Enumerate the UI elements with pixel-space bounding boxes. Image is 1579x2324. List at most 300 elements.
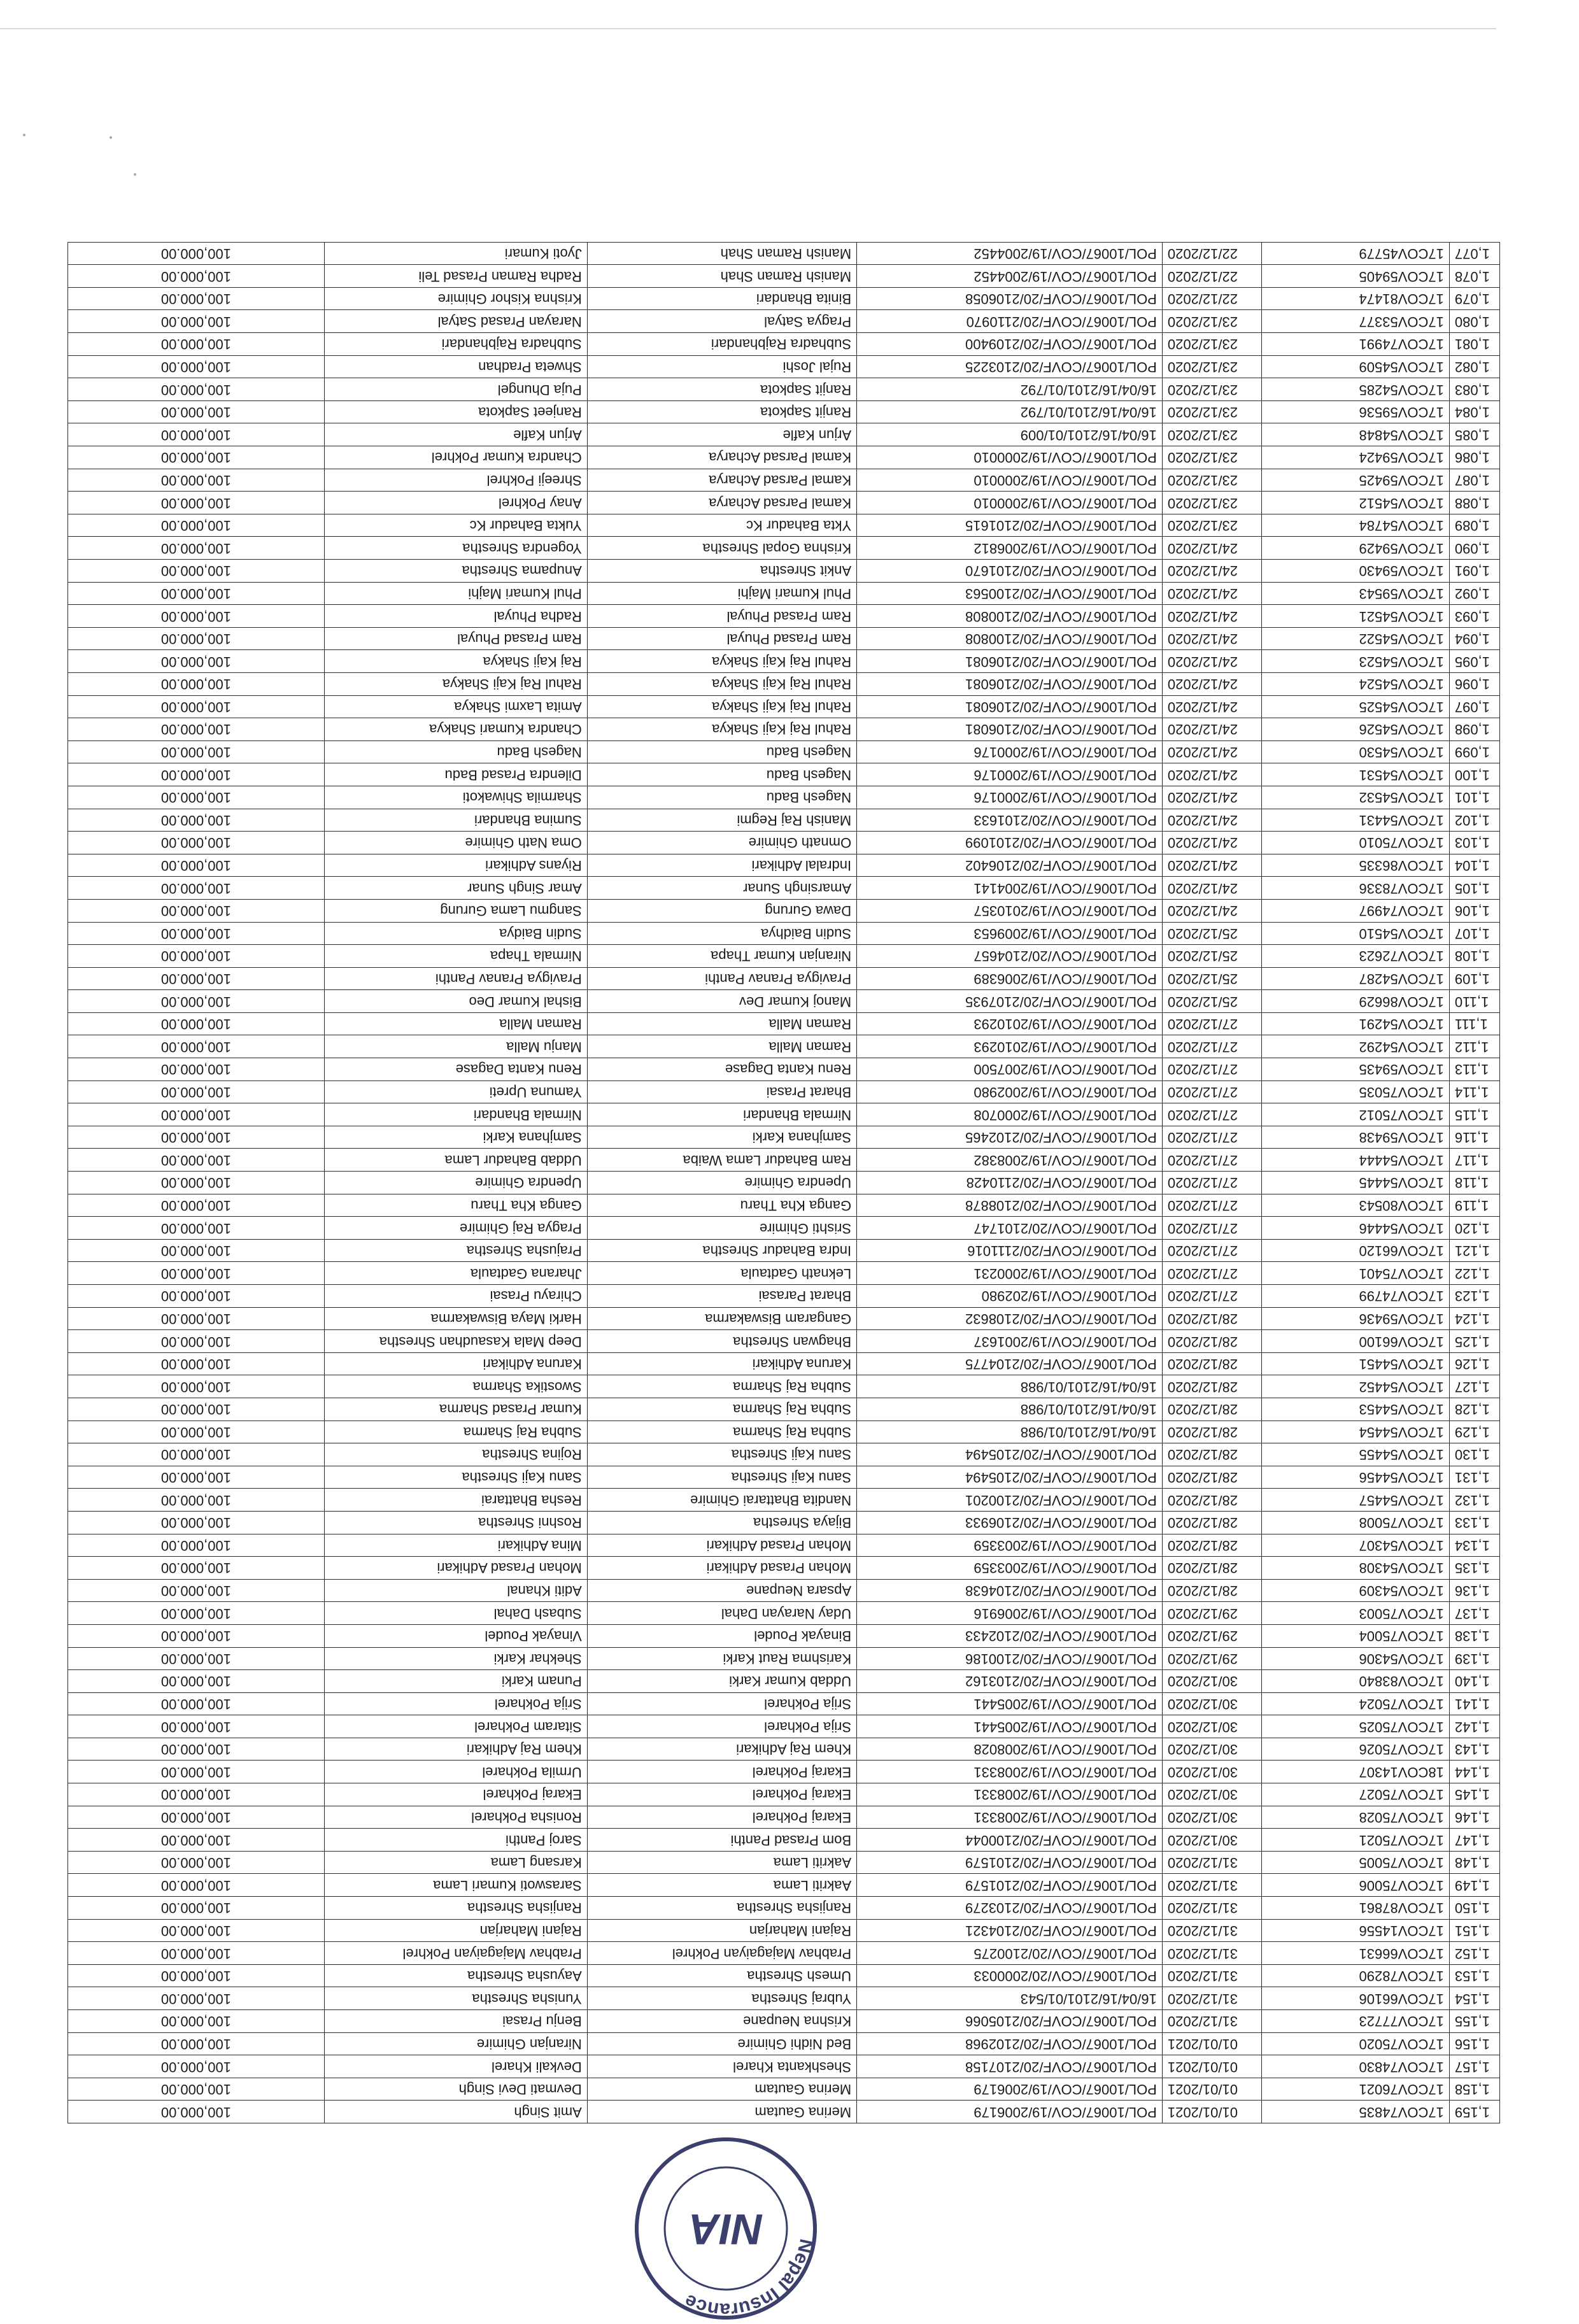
serial-number-cell: 1,110 [1449,990,1499,1013]
policy-number-cell: POL/10067/COV/19/2006812 [857,537,1163,560]
policy-number-cell: POL/10067/COVF/20/2101670 [857,560,1163,583]
scan-speck [23,134,25,136]
table-row [68,718,1500,741]
claim-amount-cell: 100,000.00 [68,673,325,696]
beneficiary-name-cell: Rajani Maharjan [324,1919,587,1942]
policy-number-cell: POL/10067/COVF/20/2104321 [857,1919,1163,1942]
table-row [68,1942,1500,1965]
insured-name-cell: Kamal Parsad Acharya [587,492,856,514]
insured-name-cell: Krishna Gopal Shrestha [587,537,856,560]
claim-date-cell: 24/12/2020 [1162,854,1261,877]
claim-code-cell: 17COV45779 [1262,242,1450,265]
beneficiary-name-cell: Rojina Shrestha [324,1443,587,1466]
serial-number-cell: 1,099 [1449,740,1499,763]
policy-number-cell: 16/04/16/2101/01/988 [857,1398,1163,1421]
table-row [68,469,1500,492]
claim-amount-cell: 100,000.00 [68,922,325,945]
serial-number-cell: 1,100 [1449,763,1499,786]
beneficiary-name-cell: Saraswoti Kumari Lama [324,1874,587,1897]
claim-date-cell: 25/12/2020 [1162,922,1261,945]
serial-number-cell: 1,127 [1449,1375,1499,1398]
policy-number-cell: POL/10067/COVF/20/2100563 [857,582,1163,605]
beneficiary-name-cell: Subash Dahal [324,1602,587,1625]
claim-amount-cell: 100,000.00 [68,832,325,854]
claim-date-cell: 24/12/2020 [1162,877,1261,900]
claim-date-cell: 28/12/2020 [1162,1375,1261,1398]
beneficiary-name-cell: Devkali Kharel [324,2055,587,2078]
beneficiary-name-cell: Ranjisha Shrestha [324,1897,587,1920]
claim-code-cell: 17COV54454 [1262,1421,1450,1443]
policy-number-cell: POL/10067/COV/19/2000176 [857,740,1163,763]
insured-name-cell: Sudin Baidhya [587,922,856,945]
claim-date-cell: 27/12/2020 [1162,1239,1261,1262]
claim-code-cell: 17COV54521 [1262,605,1450,628]
insured-name-cell: Subha Raj Sharma [587,1375,856,1398]
table-row [68,1126,1500,1149]
table-row [68,1307,1500,1330]
claim-date-cell: 01/01/2021 [1162,2032,1261,2055]
claim-amount-cell: 100,000.00 [68,1647,325,1670]
policy-number-cell: POL/10067/COV/19/2005441 [857,1715,1163,1738]
table-row [68,627,1500,650]
insured-name-cell: Subha Raj Sharma [587,1398,856,1421]
claim-date-cell: 31/12/2020 [1162,1942,1261,1965]
claim-date-cell: 25/12/2020 [1162,990,1261,1013]
claim-date-cell: 29/12/2020 [1162,1602,1261,1625]
scan-speck [110,136,112,139]
insured-name-cell: Srija Pokharel [587,1692,856,1715]
claim-code-cell: 17COV54522 [1262,627,1450,650]
claim-code-cell: 17COV66106 [1262,1987,1450,2010]
claim-amount-cell: 100,000.00 [68,899,325,922]
claim-code-cell: 17COV78336 [1262,877,1450,900]
claim-code-cell: 17COV75005 [1262,1851,1450,1874]
policy-number-cell: POL/10067/COV/20/2104657 [857,945,1163,968]
stamp-logo-initials: NIA [688,2205,763,2253]
claim-code-cell: 17COV54509 [1262,355,1450,378]
policy-number-cell: POL/10067/COV/19/2000010 [857,469,1163,492]
insured-name-cell: Renu Kanta Dagase [587,1058,856,1081]
table-row [68,1964,1500,1987]
policy-number-cell: POL/10067/COVF/20/2100808 [857,627,1163,650]
claim-code-cell: 17COV54292 [1262,1035,1450,1058]
claim-amount-cell: 100,000.00 [68,627,325,650]
table-row [68,1194,1500,1217]
claim-code-cell: 17COV54306 [1262,1647,1450,1670]
claim-amount-cell: 100,000.00 [68,605,325,628]
serial-number-cell: 1,109 [1449,967,1499,990]
claim-code-cell: 17COV75028 [1262,1806,1450,1829]
claim-date-cell: 23/12/2020 [1162,514,1261,537]
claim-amount-cell: 100,000.00 [68,990,325,1013]
claim-date-cell: 27/12/2020 [1162,1058,1261,1081]
claim-date-cell: 01/01/2021 [1162,2078,1261,2101]
serial-number-cell: 1,138 [1449,1624,1499,1647]
policy-number-cell: POL/10067/COVF/20/2109400 [857,333,1163,356]
claim-code-cell: 17COV66100 [1262,1330,1450,1353]
beneficiary-name-cell: Yukta Bahadur Kc [324,514,587,537]
policy-number-cell: POL/10067/COV/19/2005441 [857,1692,1163,1715]
claim-date-cell: 28/12/2020 [1162,1352,1261,1375]
policy-number-cell: POL/10067/COVF/20/2102433 [857,1624,1163,1647]
claim-amount-cell: 100,000.00 [68,1557,325,1580]
claim-amount-cell: 100,000.00 [68,1172,325,1194]
policy-number-cell: POL/10067/COV/19/2009653 [857,922,1163,945]
insured-name-cell: Rahul Raj Kaji Shakya [587,718,856,741]
beneficiary-name-cell: Upendra Ghimire [324,1172,587,1194]
table-row [68,2010,1500,2033]
policy-number-cell: 16/04/16/2101/01/988 [857,1375,1163,1398]
claim-amount-cell: 100,000.00 [68,1783,325,1806]
table-row [68,1715,1500,1738]
claim-code-cell: 17COV54456 [1262,1466,1450,1489]
serial-number-cell: 1,107 [1449,922,1499,945]
serial-number-cell: 1,137 [1449,1602,1499,1625]
policy-number-cell: POL/10067/COV/19/2007500 [857,1058,1163,1081]
table-row [68,1897,1500,1920]
serial-number-cell: 1,094 [1449,627,1499,650]
insured-name-cell: Sanu Kaji Shrestha [587,1466,856,1489]
policy-number-cell: POL/10067/COVF/20/2106081 [857,718,1163,741]
policy-number-cell: POL/10067/COVF/20/2102465 [857,1126,1163,1149]
insured-name-cell: Ekaraj Pokharel [587,1806,856,1829]
insured-name-cell: Manish Raman Shah [587,265,856,288]
serial-number-cell: 1,147 [1449,1829,1499,1852]
claim-date-cell: 27/12/2020 [1162,1262,1261,1285]
claim-code-cell: 17COV53377 [1262,310,1450,333]
beneficiary-name-cell: Resha Bhattarai [324,1489,587,1512]
serial-number-cell: 1,118 [1449,1172,1499,1194]
claim-code-cell: 17COV54452 [1262,1375,1450,1398]
serial-number-cell: 1,093 [1449,605,1499,628]
insured-name-cell: Karishma Raut Karki [587,1647,856,1670]
beneficiary-name-cell: Pravigya Pranav Panthi [324,967,587,990]
policy-number-cell: POL/10067/COV/19/2002980 [857,1081,1163,1103]
claim-code-cell: 17COV54457 [1262,1489,1450,1512]
claim-code-cell: 17COV54512 [1262,492,1450,514]
claim-code-cell: 17COV54287 [1262,967,1450,990]
claim-code-cell: 17COV74835 [1262,2101,1450,2123]
insured-name-cell: Khem Raj Adhikari [587,1738,856,1761]
insured-name-cell: Ankit Shrestha [587,560,856,583]
claim-date-cell: 24/12/2020 [1162,740,1261,763]
claim-amount-cell: 100,000.00 [68,287,325,310]
table-row [68,333,1500,356]
claim-date-cell: 30/12/2020 [1162,1715,1261,1738]
insured-name-cell: Bharat Parasai [587,1285,856,1308]
claim-code-cell: 17COV74997 [1262,899,1450,922]
table-row [68,1829,1500,1852]
policy-number-cell: POL/10067/COV/19/202980 [857,1285,1163,1308]
insured-name-cell: Pragya Satyal [587,310,856,333]
policy-number-cell: POL/10067/COV/19/2008331 [857,1806,1163,1829]
table-row [68,1262,1500,1285]
claim-date-cell: 24/12/2020 [1162,695,1261,718]
claim-amount-cell: 100,000.00 [68,1987,325,2010]
claim-code-cell: 17COV75035 [1262,1081,1450,1103]
policy-number-cell: POL/10067/COVF/20/2103162 [857,1670,1163,1693]
serial-number-cell: 1,085 [1449,423,1499,446]
claim-amount-cell: 100,000.00 [68,1534,325,1557]
policy-number-cell: POL/10067/COV/20/2000033 [857,1964,1163,1987]
claim-amount-cell: 100,000.00 [68,333,325,356]
policy-number-cell: 16/04/16/2101/01/792 [857,400,1163,423]
claim-code-cell: 17COV59424 [1262,446,1450,469]
insured-name-cell: Dawa Gurung [587,899,856,922]
claim-code-cell: 17COV87861 [1262,1897,1450,1920]
claim-date-cell: 27/12/2020 [1162,1012,1261,1035]
policy-number-cell: POL/10067/COV/19/2004141 [857,877,1163,900]
insured-name-cell: Mohan Prasad Adhikari [587,1534,856,1557]
policy-number-cell: POL/10067/COV/19/2003359 [857,1534,1163,1557]
beneficiary-name-cell: Jyoti Kumari [324,242,587,265]
insured-name-cell: Merina Gautam [587,2078,856,2101]
beneficiary-name-cell: Aayusha Shrestha [324,1964,587,1987]
claim-amount-cell: 100,000.00 [68,2055,325,2078]
claim-code-cell: 17COV54523 [1262,650,1450,673]
table-row [68,832,1500,854]
claim-amount-cell: 100,000.00 [68,1897,325,1920]
policy-number-cell: POL/10067/COVF/20/2100201 [857,1489,1163,1512]
claim-amount-cell: 100,000.00 [68,786,325,809]
serial-number-cell: 1,088 [1449,492,1499,514]
insured-name-cell: Binita Bhandari [587,287,856,310]
claim-amount-cell: 100,000.00 [68,740,325,763]
table-row [68,1624,1500,1647]
table-row [68,763,1500,786]
beneficiary-name-cell: Swostika Sharma [324,1375,587,1398]
serial-number-cell: 1,112 [1449,1035,1499,1058]
serial-number-cell: 1,123 [1449,1285,1499,1308]
claim-code-cell: 17COV83840 [1262,1670,1450,1693]
scan-speck [134,173,136,176]
claims-table-rotated [67,194,1500,2123]
claim-code-cell: 17COV75024 [1262,1692,1450,1715]
beneficiary-name-cell: Harki Maya Biswakarma [324,1307,587,1330]
serial-number-cell: 1,129 [1449,1421,1499,1443]
serial-number-cell: 1,146 [1449,1806,1499,1829]
policy-number-cell: POL/10067/COVF/20/2101579 [857,1874,1163,1897]
claim-date-cell: 24/12/2020 [1162,560,1261,583]
table-row [68,1035,1500,1058]
table-row [68,990,1500,1013]
claim-amount-cell: 100,000.00 [68,809,325,832]
serial-number-cell: 1,119 [1449,1194,1499,1217]
claim-amount-cell: 100,000.00 [68,1466,325,1489]
beneficiary-name-cell: Prabhav Majagaiyan Pokhrel [324,1942,587,1965]
claims-table-body [68,242,1500,2123]
insured-name-cell: Nagesh Badu [587,740,856,763]
claim-code-cell: 17COV74830 [1262,2055,1450,2078]
claim-date-cell: 24/12/2020 [1162,899,1261,922]
claim-amount-cell: 100,000.00 [68,1012,325,1035]
table-row [68,1511,1500,1534]
claim-amount-cell: 100,000.00 [68,537,325,560]
claim-amount-cell: 100,000.00 [68,1942,325,1965]
claim-amount-cell: 100,000.00 [68,1443,325,1466]
beneficiary-name-cell: Sangmu Lama Gurung [324,899,587,922]
beneficiary-name-cell: Riyans Adhikari [324,854,587,877]
scan-edge-line [0,28,1496,29]
policy-number-cell: POL/10067/COV/19/2008382 [857,1149,1163,1172]
claim-amount-cell: 100,000.00 [68,1081,325,1103]
policy-number-cell: 16/04/16/2101/01/792 [857,378,1163,401]
insured-name-cell: Sheshkanta Kharel [587,2055,856,2078]
claim-code-cell: 17COV72623 [1262,945,1450,968]
policy-number-cell: POL/10067/COVF/20/2106058 [857,287,1163,310]
policy-number-cell: POL/10067/COV/19/2006179 [857,2101,1163,2123]
beneficiary-name-cell: Pragya Raj Ghimire [324,1217,587,1240]
policy-number-cell: POL/10067/COVF/20/2106081 [857,673,1163,696]
serial-number-cell: 1,144 [1449,1761,1499,1783]
table-row [68,1081,1500,1103]
table-row [68,1352,1500,1375]
insured-name-cell: Bhagwan Shrestha [587,1330,856,1353]
serial-number-cell: 1,087 [1449,469,1499,492]
claim-date-cell: 22/12/2020 [1162,287,1261,310]
policy-number-cell: 16/04/16/2101/01/543 [857,1987,1163,2010]
beneficiary-name-cell: Krishna Kishor Ghimire [324,287,587,310]
beneficiary-name-cell: Nirmala Thapa [324,945,587,968]
claim-amount-cell: 100,000.00 [68,1919,325,1942]
table-row [68,1557,1500,1580]
claim-code-cell: 17COV74991 [1262,333,1450,356]
beneficiary-name-cell: Puja Dhungel [324,378,587,401]
beneficiary-name-cell: Sitaram Pokharel [324,1715,587,1738]
claim-code-cell: 17COV14556 [1262,1919,1450,1942]
claim-code-cell: 17COV75008 [1262,1511,1450,1534]
claim-date-cell: 23/12/2020 [1162,446,1261,469]
claim-date-cell: 22/12/2020 [1162,242,1261,265]
table-row [68,1285,1500,1308]
table-row [68,967,1500,990]
serial-number-cell: 1,153 [1449,1964,1499,1987]
policy-number-cell: POL/10067/COVF/20/2100044 [857,1829,1163,1852]
policy-number-cell: POL/10067/COV/19/2004452 [857,242,1163,265]
beneficiary-name-cell: Raj Kaji Shakya [324,650,587,673]
claim-date-cell: 29/12/2020 [1162,1624,1261,1647]
company-stamp [630,2133,821,2324]
insured-name-cell: Nagesh Badu [587,786,856,809]
serial-number-cell: 1,098 [1449,718,1499,741]
serial-number-cell: 1,135 [1449,1557,1499,1580]
beneficiary-name-cell: Jharana Gadtaula [324,1262,587,1285]
claim-amount-cell: 100,000.00 [68,1761,325,1783]
insured-name-cell: Mohan Prasad Adhikari [587,1557,856,1580]
beneficiary-name-cell: Yamuna Upreti [324,1081,587,1103]
serial-number-cell: 1,130 [1449,1443,1499,1466]
claim-code-cell: 17COV66631 [1262,1942,1450,1965]
insured-name-cell: Rahul Raj Kaji Shakya [587,673,856,696]
insured-name-cell: Ykta Bahadur Kc [587,514,856,537]
serial-number-cell: 1,124 [1449,1307,1499,1330]
policy-number-cell: POL/10067/COVF/20/2106402 [857,854,1163,877]
table-row [68,1443,1500,1466]
claim-date-cell: 24/12/2020 [1162,673,1261,696]
policy-number-cell: POL/10067/COV/19/2000231 [857,1262,1163,1285]
table-row [68,2055,1500,2078]
insured-name-cell: Binayak Poudel [587,1624,856,1647]
beneficiary-name-cell: Niranjan Ghimire [324,2032,587,2055]
serial-number-cell: 1,097 [1449,695,1499,718]
beneficiary-name-cell: Oma Nath Ghimire [324,832,587,854]
policy-number-cell: 16/04/16/2101/01/009 [857,423,1163,446]
claim-date-cell: 25/12/2020 [1162,945,1261,968]
serial-number-cell: 1,133 [1449,1511,1499,1534]
beneficiary-name-cell: Deep Mala Kasaudhan Shrestha [324,1330,587,1353]
claim-code-cell: 17COV54445 [1262,1172,1450,1194]
policy-number-cell: POL/10067/COV/19/2008331 [857,1783,1163,1806]
claim-date-cell: 27/12/2020 [1162,1149,1261,1172]
insured-name-cell: Bom Prasad Panthi [587,1829,856,1852]
claim-amount-cell: 100,000.00 [68,1692,325,1715]
serial-number-cell: 1,159 [1449,2101,1499,2123]
claim-amount-cell: 100,000.00 [68,1851,325,1874]
claim-amount-cell: 100,000.00 [68,1715,325,1738]
policy-number-cell: POL/10067/COVF/20/2108878 [857,1194,1163,1217]
beneficiary-name-cell: Sudin Baidya [324,922,587,945]
policy-number-cell: 16/04/16/2101/01/988 [857,1421,1163,1443]
claim-date-cell: 27/12/2020 [1162,1285,1261,1308]
beneficiary-name-cell: Yunisha Shrestha [324,1987,587,2010]
beneficiary-name-cell: Roshni Shrestha [324,1511,587,1534]
claim-date-cell: 27/12/2020 [1162,1081,1261,1103]
table-row [68,2101,1500,2123]
claim-amount-cell: 100,000.00 [68,2032,325,2055]
insured-name-cell: Subha Raj Sharma [587,1421,856,1443]
claim-date-cell: 31/12/2020 [1162,1919,1261,1942]
claim-code-cell: 17COV75006 [1262,1874,1450,1897]
claim-code-cell: 17COV54451 [1262,1352,1450,1375]
claim-date-cell: 28/12/2020 [1162,1421,1261,1443]
insured-name-cell: Ram Prasad Phuyal [587,627,856,650]
claim-date-cell: 27/12/2020 [1162,1217,1261,1240]
claim-code-cell: 17COV54308 [1262,1557,1450,1580]
beneficiary-name-cell: Amit Singh [324,2101,587,2123]
insured-name-cell: Rajani Maharjan [587,1919,856,1942]
insured-name-cell: Nandita Bhattarai Ghimire [587,1489,856,1512]
table-row [68,1398,1500,1421]
serial-number-cell: 1,092 [1449,582,1499,605]
insured-name-cell: Ekaraj Pokharel [587,1783,856,1806]
insured-name-cell: Nagesh Badu [587,763,856,786]
claim-amount-cell: 100,000.00 [68,1239,325,1262]
claim-amount-cell: 100,000.00 [68,355,325,378]
beneficiary-name-cell: Aditi Khanal [324,1579,587,1602]
claim-date-cell: 28/12/2020 [1162,1466,1261,1489]
claim-date-cell: 28/12/2020 [1162,1330,1261,1353]
insured-name-cell: Ram Bahadur Lama Waiba [587,1149,856,1172]
beneficiary-name-cell: Phul Kumari Majhi [324,582,587,605]
table-row [68,877,1500,900]
insured-name-cell: Rahul Raj Kaji Shakya [587,695,856,718]
table-row [68,287,1500,310]
serial-number-cell: 1,095 [1449,650,1499,673]
insured-name-cell: Ram Prasad Phuyal [587,605,856,628]
table-row [68,786,1500,809]
table-row [68,378,1500,401]
claim-date-cell: 27/12/2020 [1162,1172,1261,1194]
serial-number-cell: 1,113 [1449,1058,1499,1081]
table-row [68,1058,1500,1081]
claim-date-cell: 30/12/2020 [1162,1738,1261,1761]
policy-number-cell: POL/10067/COVF/20/2106933 [857,1511,1163,1534]
policy-number-cell: POL/10067/COV/19/2001637 [857,1330,1163,1353]
claim-amount-cell: 100,000.00 [68,310,325,333]
claim-code-cell: 17COV54510 [1262,922,1450,945]
serial-number-cell: 1,148 [1449,1851,1499,1874]
claim-date-cell: 28/12/2020 [1162,1489,1261,1512]
